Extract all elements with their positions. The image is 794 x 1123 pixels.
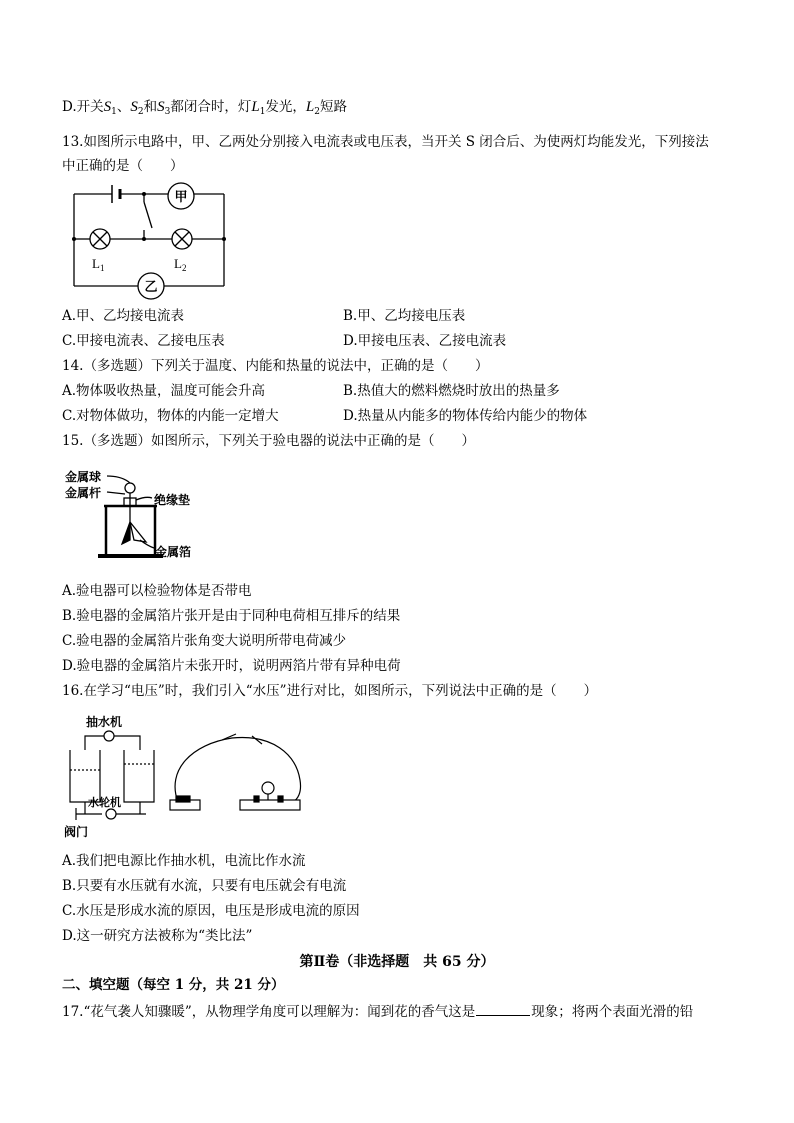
- label-metal-ball: 金属球: [65, 470, 102, 484]
- q16-stem: 16.在学习“电压”时，我们引入“水压”进行对比，如图所示，下列说法中正确的是（ ）: [62, 683, 598, 699]
- lamp2-label: $L_2$: [174, 256, 187, 273]
- meter-b-label: 乙: [144, 280, 158, 295]
- q13-circuit-diagram: [64, 180, 234, 302]
- q16-option-a: A.我们把电源比作抽水机，电流比作水流: [62, 853, 306, 869]
- q15-option-d: D.验电器的金属箔片未张开时，说明两箔片带有异种电荷: [62, 658, 401, 674]
- q13-option-c: C.甲接电流表、乙接电压表: [62, 333, 225, 349]
- q15-stem: 15.（多选题）如图所示，下列关于验电器的说法中正确的是（ ）: [62, 433, 475, 449]
- q16-option-d: D.这一研究方法被称为“类比法”: [62, 928, 253, 944]
- q17-stem: 17.“花气袭人知骤暖”，从物理学角度可以理解为：闻到花的香气这是 现象；将两个表面光滑的铅: [62, 1004, 694, 1020]
- q14-option-c: C.对物体做功，物体的内能一定增大: [62, 408, 279, 424]
- q15-option-b: B.验电器的金属箔片张开是由于同种电荷相互排斥的结果: [62, 608, 401, 624]
- q13-option-a: A.甲、乙均接电流表: [62, 308, 185, 324]
- q13-stem-line2: 中正确的是（ ）: [62, 158, 184, 174]
- q15-electroscope-diagram: [62, 466, 212, 566]
- q14-stem: 14.（多选题）下列关于温度、内能和热量的说法中，正确的是（ ）: [62, 358, 489, 374]
- label-turbine: 水轮机: [88, 796, 121, 809]
- label-metal-foil: 金属箔: [155, 545, 192, 559]
- q13-option-d: D.甲接电压表、乙接电流表: [343, 333, 507, 349]
- q13-stem-line1: 13.如图所示电路中，甲、乙两处分别接入电流表或电压表，当开关 S 闭合后、为使两灯均能发光，下列接法: [62, 134, 709, 150]
- lamp1-label: $L_1$: [92, 256, 105, 273]
- q14-option-d: D.热量从内能多的物体传给内能少的物体: [343, 408, 588, 424]
- q15-option-a: A.验电器可以检验物体是否带电: [62, 583, 252, 599]
- q14-option-a: A.物体吸收热量，温度可能会升高: [62, 383, 266, 399]
- q15-option-c: C.验电器的金属箔片张角变大说明所带电荷减少: [62, 633, 347, 649]
- label-metal-rod: 金属杆: [65, 486, 102, 500]
- q14-option-b: B.热值大的燃料燃烧时放出的热量多: [343, 383, 560, 399]
- q16-option-c: C.水压是形成水流的原因，电压是形成电流的原因: [62, 903, 360, 919]
- section-two-title: 二、填空题（每空 1 分，共 21 分）: [62, 977, 285, 993]
- label-pump: 抽水机: [86, 715, 123, 729]
- q16-option-b: B.只要有水压就有水流，只要有电压就会有电流: [62, 878, 347, 894]
- label-insulating-pad: 绝缘垫: [154, 493, 191, 507]
- q13-option-b: B.甲、乙均接电压表: [343, 308, 466, 324]
- part-two-title: 第Ⅱ卷（非选择题 共 65 分）: [299, 954, 495, 970]
- q12-option-d: D.开关$S_1$、$S_2$和$S_3$都闭合时，灯$L_1$发光，$L_2$短路: [62, 99, 347, 117]
- q17-answer-blank[interactable]: [476, 1003, 530, 1016]
- meter-a-label: 甲: [174, 190, 188, 205]
- q16-water-circuit-analogy-diagram: [62, 710, 312, 842]
- label-valve: 阀门: [64, 825, 89, 839]
